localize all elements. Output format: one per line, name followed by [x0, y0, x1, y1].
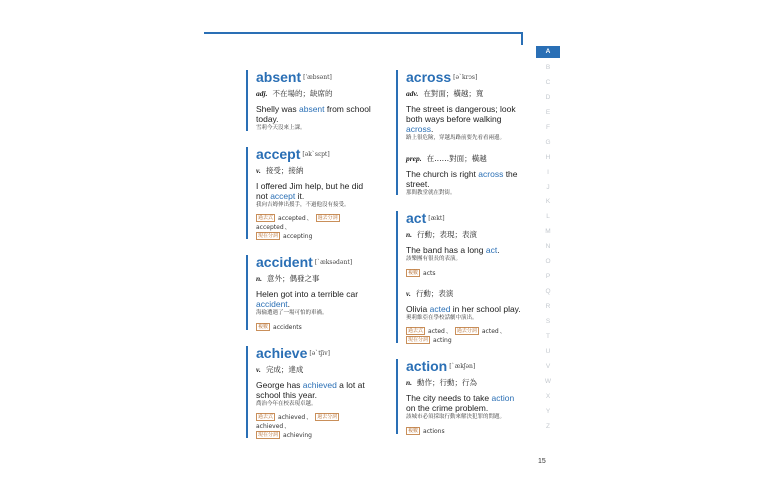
part-of-speech: prep. [406, 153, 422, 163]
alphabet-tab-i[interactable]: I [547, 168, 549, 176]
example-text: I offered Jim help, but he did not [256, 180, 364, 201]
alphabet-tab-h[interactable]: H [545, 153, 551, 161]
past-tense-form: achieved [278, 414, 306, 421]
example-translation: 那間教堂就在對街。 [406, 189, 456, 196]
past-tense-tag: 過去式 [258, 414, 274, 420]
alphabet-tab-v[interactable]: V [545, 362, 551, 370]
example-translation: 該城市必須採取行動來解決犯罪的問題。 [406, 414, 506, 420]
alphabet-tab-q[interactable]: Q [545, 288, 551, 296]
form-separator: 、 [499, 328, 506, 335]
example-sentence [406, 393, 524, 413]
part-of-speech: n. [406, 378, 413, 387]
example-text: in her school play. [450, 303, 521, 314]
example-text: The band has a long [406, 245, 486, 255]
part-of-speech: n. [256, 274, 263, 283]
example-text: it. [295, 190, 305, 201]
past-tense-tag: 過去式 [408, 328, 424, 334]
headword-row [256, 68, 376, 86]
plural-word: accidents [273, 323, 302, 331]
example-text: . [287, 299, 291, 309]
alphabet-tab-m[interactable]: M [545, 228, 551, 236]
headword-row [406, 209, 524, 227]
sense-gap [406, 278, 524, 286]
example-translation: 雪莉今天沒來上課。 [256, 125, 306, 131]
dictionary-entry [246, 253, 376, 332]
example-translation: 該樂團有很長的表演。 [406, 256, 462, 262]
example-text: The street is dangerous; look both ways before walking [406, 104, 516, 124]
meaning-zh: 不在場的；缺席的 [272, 89, 333, 98]
part-of-speech: adv. [406, 89, 419, 98]
past-tense-tag: 過去式 [258, 215, 274, 221]
sense-line [406, 230, 524, 240]
plural-word: actions [423, 427, 445, 435]
headword-row [256, 145, 376, 163]
dictionary-entry [246, 145, 376, 242]
pronunciation: [əkˋsɛpt] [302, 150, 330, 158]
dictionary-entry [396, 209, 524, 345]
headword: achieve [256, 344, 308, 361]
verb-forms [256, 413, 376, 440]
part-of-speech: v. [256, 165, 261, 175]
past-tense-form: acted [428, 328, 445, 335]
form-separator: 、 [284, 224, 291, 231]
alphabet-tab-z[interactable]: Z [546, 422, 550, 430]
example-sentence [256, 181, 376, 201]
plural-word: acts [423, 269, 436, 277]
form-separator: 、 [445, 328, 452, 335]
meaning-zh: 完成；達成 [265, 364, 304, 374]
alphabet-tab-n[interactable]: N [545, 243, 551, 251]
part-of-speech: v. [256, 364, 261, 374]
present-participle-form: acting [433, 337, 452, 344]
example-text: the street. [406, 168, 518, 189]
plural-tag: 複數 [408, 269, 419, 276]
header-rule [204, 32, 522, 34]
pronunciation: [ækt] [428, 215, 445, 222]
part-of-speech: adj. [256, 89, 268, 98]
sense-line [256, 274, 376, 284]
sense-line [406, 89, 524, 99]
alphabet-tab-y[interactable]: Y [545, 407, 551, 415]
headword-row [406, 357, 524, 375]
example-sentence [406, 304, 524, 314]
alphabet-tab-x[interactable]: X [545, 392, 551, 400]
past-participle-form: achieved [256, 423, 284, 430]
meaning-zh: 在對面；橫越；寬 [423, 89, 484, 98]
past-participle-tag: 過去分詞 [317, 414, 338, 420]
example-sentence [256, 104, 376, 124]
headword: accept [256, 145, 301, 162]
plural-form [256, 323, 376, 332]
headword: across [406, 69, 452, 85]
example-translation: 海倫遭遇了一場可怕的車禍。 [256, 310, 328, 316]
form-separator: 、 [306, 414, 313, 421]
example-sentence [406, 245, 524, 255]
example-text: Shelly was [256, 104, 299, 114]
example-highlight: accident [256, 299, 288, 309]
example-text: The city needs to take [406, 393, 492, 403]
example-highlight: achieved [302, 379, 337, 390]
meaning-zh: 行動；表現；表演 [417, 230, 478, 239]
alphabet-tab-w[interactable]: W [544, 377, 552, 385]
pronunciation: [ˋæksədənt] [314, 259, 353, 266]
sense-line [256, 89, 376, 99]
part-of-speech: v. [406, 288, 411, 298]
headword-row [256, 253, 376, 271]
alphabet-tab-b[interactable]: B [545, 64, 551, 71]
page-number: 15 [538, 458, 546, 465]
example-sentence [256, 289, 376, 309]
past-participle-tag: 過去分詞 [456, 328, 477, 334]
example-sentence [406, 104, 524, 134]
alphabet-tab-t[interactable]: T [546, 332, 550, 340]
plural-tag: 複數 [258, 323, 269, 330]
pronunciation: [əˋtʃiv] [309, 349, 330, 357]
headword: absent [256, 69, 302, 85]
meaning-zh: 在……對面；橫越 [426, 153, 487, 163]
example-highlight: acted [429, 303, 451, 314]
alphabet-tab-l[interactable]: L [546, 213, 550, 221]
sense-line [406, 378, 524, 388]
pronunciation: [ˋækʃən] [449, 363, 476, 370]
meaning-zh: 行動；表演 [415, 288, 454, 298]
example-translation: 喬治今年在校表現卓越。 [256, 400, 317, 407]
headword-row [406, 68, 524, 86]
example-highlight: accept [270, 190, 296, 201]
sense-line [406, 154, 524, 164]
past-participle-form: accepted [256, 224, 284, 231]
meaning-zh: 接受；接納 [265, 165, 304, 175]
example-text: George has [256, 379, 303, 390]
past-participle-tag: 過去分詞 [317, 215, 338, 221]
verb-forms [256, 214, 376, 241]
sense-line [256, 365, 376, 375]
alphabet-tab-e[interactable]: E [545, 108, 551, 116]
example-text: . [497, 245, 500, 255]
example-sentence [406, 169, 524, 189]
example-highlight: absent [299, 104, 325, 114]
form-separator: 、 [306, 215, 313, 222]
alphabet-tab-p[interactable]: P [545, 273, 551, 281]
alphabet-tab-s[interactable]: S [545, 317, 551, 325]
plural-form [406, 269, 524, 278]
alphabet-index [536, 46, 560, 434]
example-text: Helen got into a terrible car [256, 289, 359, 299]
part-of-speech: n. [406, 230, 413, 239]
present-participle-tag: 現在分詞 [258, 432, 279, 438]
alphabet-tab-c[interactable]: C [545, 78, 551, 86]
example-translation: 我向吉姆伸出援手，不過他沒有接受。 [256, 201, 350, 208]
example-text: a lot at school this year. [256, 379, 365, 400]
present-participle-tag: 現在分詞 [258, 233, 279, 239]
example-translation: 奧莉維亞在學校話劇中演出。 [406, 314, 478, 321]
example-text: Olivia [406, 303, 430, 314]
example-text: The church is right [406, 168, 479, 179]
alphabet-tab-j[interactable]: J [546, 183, 550, 191]
dictionary-entry [396, 357, 524, 436]
alphabet-tab-k[interactable]: K [545, 198, 551, 206]
past-participle-form: acted [481, 328, 499, 335]
header-rule-tick [521, 32, 523, 45]
right-column [396, 68, 524, 448]
alphabet-tab-o[interactable]: O [545, 258, 551, 266]
pronunciation: [əˋkrɔs] [453, 74, 478, 81]
example-text: on the crime problem. [406, 403, 489, 413]
meaning-zh: 動作；行動；行為 [417, 378, 478, 387]
alphabet-tab-r[interactable]: R [545, 303, 551, 310]
dictionary-entry [396, 68, 524, 197]
plural-form [406, 427, 524, 436]
example-highlight: across [478, 168, 504, 179]
sense-gap [406, 143, 524, 151]
verb-forms [406, 327, 524, 345]
headword-row [256, 344, 376, 362]
alphabet-tab-g[interactable]: G [545, 138, 551, 146]
present-participle-form: accepting [283, 233, 313, 240]
sense-line [406, 289, 524, 299]
sense-line [256, 166, 376, 176]
present-participle-tag: 現在分詞 [408, 337, 429, 343]
dictionary-entry [246, 68, 376, 133]
alphabet-tab-f[interactable]: F [546, 123, 550, 131]
example-highlight: action [491, 393, 515, 403]
example-highlight: across [406, 124, 432, 134]
example-text: . [431, 124, 434, 134]
present-participle-form: achieving [283, 432, 312, 439]
alphabet-tab-d[interactable]: D [545, 93, 551, 101]
alphabet-tab-u[interactable]: U [545, 347, 551, 355]
alphabet-tab-a[interactable]: A [536, 46, 560, 58]
headword: action [406, 358, 448, 374]
example-sentence [256, 380, 376, 400]
past-tense-form: accepted [278, 215, 306, 222]
pronunciation: [ˈæbsənt] [303, 74, 332, 81]
left-column [246, 68, 376, 452]
example-text: from school today. [256, 104, 371, 124]
example-highlight: act [485, 245, 498, 255]
example-translation: 路上很危險，穿越馬路前要先看看兩邊。 [406, 135, 506, 141]
plural-tag: 複數 [408, 427, 419, 434]
meaning-zh: 意外；偶發之事 [267, 274, 320, 283]
form-separator: 、 [284, 423, 291, 430]
headword: accident [256, 254, 313, 270]
dictionary-entry [246, 344, 376, 441]
headword: act [406, 210, 427, 226]
